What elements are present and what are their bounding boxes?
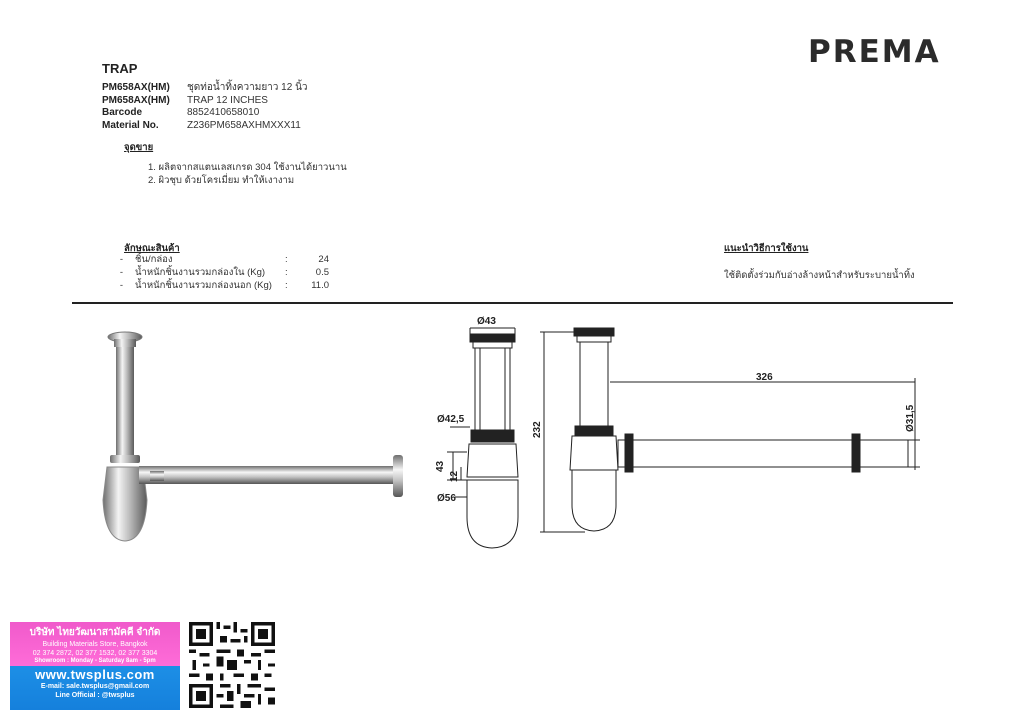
packing-list xyxy=(108,253,329,292)
packing-row xyxy=(108,253,329,266)
packing-label: ชิ้น/กล่อง xyxy=(135,254,173,265)
product-title: TRAP xyxy=(102,61,138,76)
spec-label: PM658AX(HM) xyxy=(102,82,170,93)
dim-bottom-dia: Ø56 xyxy=(437,493,456,504)
qr-code xyxy=(189,622,275,708)
spec-row xyxy=(102,82,308,95)
section-divider xyxy=(72,302,953,304)
packing-row xyxy=(108,279,329,292)
ad-phones: 02 374 2872, 02 377 1532, 02 377 3304 xyxy=(32,650,158,657)
packing-label: น้ำหนักชิ้นงานรวมกล่องใน (Kg) xyxy=(135,267,266,278)
spec-value: ชุดท่อน้ำทิ้งความยาว 12 นิ้ว xyxy=(187,82,308,93)
ad-company-th: บริษัท ไทยวัฒนาสามัคคี จำกัด xyxy=(29,627,161,638)
spec-row xyxy=(102,95,308,108)
dim-outlet-dia: Ø31,5 xyxy=(905,404,916,432)
feature-item: 2. ผิวชุบ ด้วยโครเมี่ยม ทำให้เงางาม xyxy=(148,175,295,186)
spec-row xyxy=(102,107,308,120)
packing-value: 0.5 xyxy=(315,267,329,278)
ad-website-link[interactable]: www.twsplus.com xyxy=(35,667,155,682)
spec-value: 8852410658010 xyxy=(187,107,260,118)
dim-length: 326 xyxy=(756,372,773,383)
dash: - xyxy=(119,254,124,265)
usage-heading: แนะนำวิธีการใช้งาน xyxy=(724,243,809,254)
dim-height-43: 43 xyxy=(435,460,446,472)
colon: : xyxy=(285,267,288,278)
ad-line-official: Line Official : @twsplus xyxy=(55,692,135,699)
packing-label: น้ำหนักชิ้นงานรวมกล่องนอก (Kg) xyxy=(135,280,272,291)
packing-heading: ลักษณะสินค้า xyxy=(124,243,180,254)
dim-body-dia: Ø42,5 xyxy=(437,414,465,425)
side-view-drawing xyxy=(425,312,535,552)
brand-logo: PREMA xyxy=(808,34,941,70)
features-list xyxy=(148,161,347,187)
product-photo xyxy=(95,325,415,550)
colon: : xyxy=(285,254,288,265)
feature-item: 1. ผลิตจากสแตนเลสเกรด 304 ใช้งานได้ยาวนาน xyxy=(148,162,347,173)
ad-company-en: Building Materials Store, Bangkok xyxy=(42,641,148,648)
store-ad-banner xyxy=(10,622,180,710)
spec-label: Barcode xyxy=(102,107,143,118)
dim-top-dia: Ø43 xyxy=(477,316,496,327)
spec-label: PM658AX(HM) xyxy=(102,94,170,106)
front-view-drawing xyxy=(530,320,930,540)
packing-value: 11.0 xyxy=(311,280,329,291)
usage-text: ใช้ติดตั้งร่วมกับอ่างล้างหน้าสำหรับระบายน้ำทิ้ง xyxy=(724,270,915,281)
colon: : xyxy=(285,280,288,291)
dash: - xyxy=(119,280,124,291)
spec-row xyxy=(102,120,308,133)
spec-label: Material No. xyxy=(102,119,159,131)
dash: - xyxy=(119,267,124,278)
spec-table xyxy=(102,82,308,132)
features-heading: จุดขาย xyxy=(124,142,154,153)
dim-height-12: 12 xyxy=(449,470,460,482)
packing-row xyxy=(108,266,329,279)
ad-showroom-hours: Showroom : Monday - Saturday 8am - 5pm xyxy=(34,658,156,664)
ad-email[interactable]: E-mail: sale.twsplus@gmail.com xyxy=(40,683,150,690)
dim-total-height: 232 xyxy=(532,421,543,438)
spec-value: Z236PM658AXHMXXX11 xyxy=(187,119,301,131)
spec-value: TRAP 12 INCHES xyxy=(187,94,268,106)
packing-value: 24 xyxy=(318,254,329,265)
